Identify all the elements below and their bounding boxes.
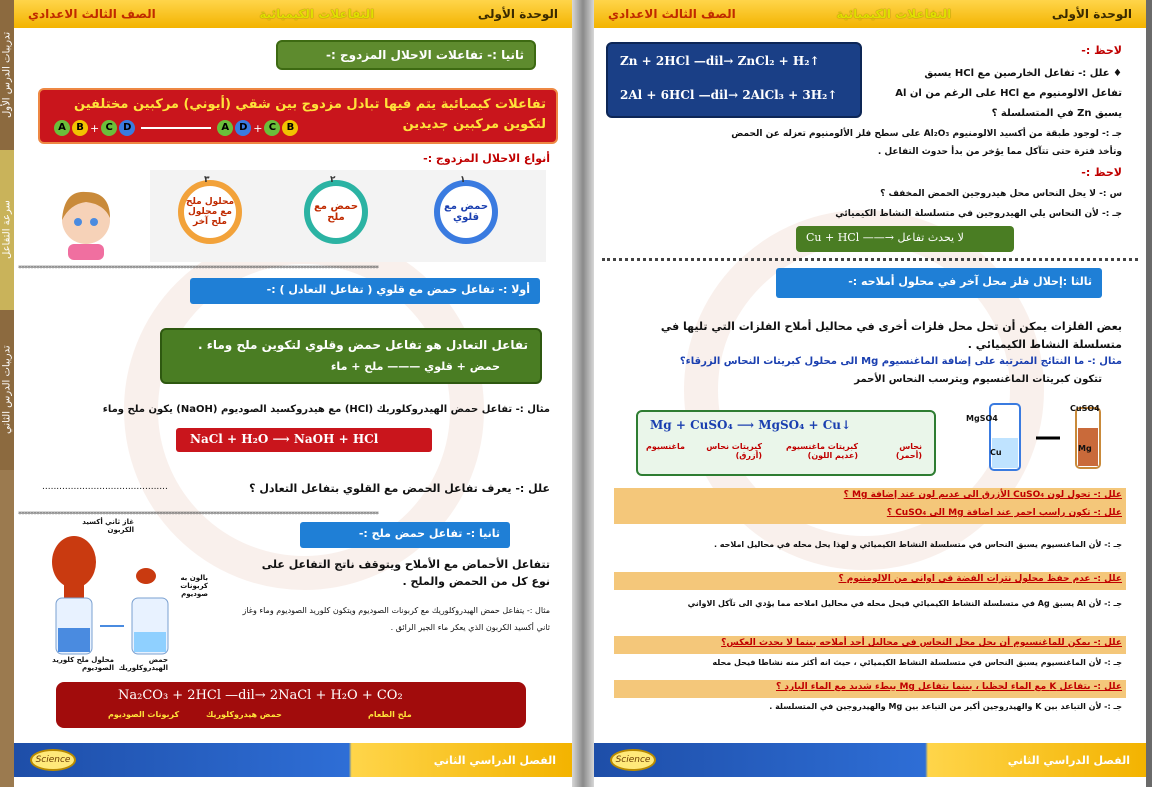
divider bbox=[602, 258, 1138, 261]
header-unit: الوحدة الأولى bbox=[477, 7, 558, 21]
type-circle-3 bbox=[178, 180, 242, 244]
second-text: تتفاعل الأحماض مع الأملاح ويتوقف ناتج التفاعل على نوع كل من الحمض والملح . bbox=[261, 558, 550, 588]
first-heading-box bbox=[190, 278, 540, 304]
section-title: ثانيا :- تفاعلات الاحلال المزدوج :- bbox=[326, 48, 524, 62]
mg-label-mgso4: كبريتات ماغنسيوم (عديم اللون) bbox=[786, 442, 858, 460]
note1-title: لاحظ :- bbox=[1081, 44, 1122, 57]
plus: + bbox=[253, 121, 263, 135]
cu-eq-box bbox=[796, 226, 1014, 252]
third-heading: ثالثا :إحلال فلز محل آخر في محلول أملاحه :- bbox=[848, 275, 1092, 288]
eq2-label-salt: ملح الطعام bbox=[368, 710, 412, 719]
ball-a: A bbox=[54, 120, 70, 136]
definition-box bbox=[38, 88, 558, 144]
section-title-box bbox=[276, 40, 536, 70]
a5: جـ :- لأن التباعد بين K والهيدروجين أكبر من التباعد بين Mg والهيدروجين في المتسلسلة . bbox=[769, 702, 1122, 711]
footer-term: الفصل الدراسي الثاني bbox=[433, 753, 556, 767]
q5: علل :- يتفاعل K مع الماء لحظيا ، بينما يتفاعل Mg ببطء شديد مع الماء البارد ؟ bbox=[775, 682, 1122, 692]
girl-illustration bbox=[54, 186, 118, 260]
neutralization-word: حمض + قلوي ——— ملح + ماء bbox=[330, 360, 500, 373]
eq1-box bbox=[176, 428, 432, 452]
note1-line3: يسبق Zn في المتسلسلة ؟ bbox=[991, 108, 1122, 119]
left-page bbox=[14, 0, 572, 787]
eq1: NaCl + H₂O ⟶ NaOH + HCl bbox=[190, 432, 379, 446]
eq2-box bbox=[56, 682, 526, 728]
page-header bbox=[14, 0, 572, 28]
arrow bbox=[141, 127, 211, 129]
a12: جـ :- لأن الماغنسيوم يسبق النحاس في متسلسلة النشاط الكيميائي و لهذا يحل محله في محاليل املاحه . bbox=[713, 540, 1122, 549]
diagram-label-cu: Cu bbox=[990, 448, 1002, 457]
type-2-num: ٢ bbox=[330, 175, 336, 185]
definition-text: تفاعلات كيميائية يتم فيها تبادل مزدوج بين شقي (أيوني) مركبين مختلفين لتكوين مركبين جديدين bbox=[74, 97, 546, 132]
side-tab-lesson1[interactable] bbox=[0, 0, 14, 150]
side-tab-strip bbox=[0, 0, 14, 787]
eq2-label-carbonate: كربونات الصوديوم bbox=[108, 710, 180, 719]
third-text: بعض الفلزات يمكن أن تحل محل فلزات أخرى في محاليل أملاح الفلزات التي تليها في متسلسلة النشاط الكيميائي . bbox=[660, 320, 1122, 351]
ball-c: C bbox=[101, 120, 117, 136]
note1-line5: وتأخذ فترة حتى تتآكل مما يؤخر من بدأ حدوث التفاعل . bbox=[877, 147, 1122, 157]
book-gutter bbox=[572, 0, 594, 787]
eq2: Na₂CO₃ + 2HCl —dil→ 2NaCl + H₂O + CO₂ bbox=[118, 688, 403, 703]
cu-eq: Cu + HCl ——→ لا يحدث تفاعل bbox=[806, 231, 964, 244]
eq-al: 2Al + 6HCl —dil→ 2AlCl₃ + 3H₂↑ bbox=[620, 88, 838, 102]
page-footer bbox=[594, 743, 1146, 777]
header-topic: التفاعلات الكيميائية bbox=[259, 7, 375, 21]
second-heading-box bbox=[300, 522, 510, 548]
type-1-text: حمض مع قلوي bbox=[443, 201, 489, 223]
diagram-label-gas: غاز ثاني أكسيد الكربون bbox=[82, 518, 134, 534]
diagram-label-mg: Mg bbox=[1078, 444, 1092, 453]
example-2: مثال :- يتفاعل حمض الهيدروكلوريك مع كربونات الصوديوم ويتكون كلوريد الصوديوم وماء وغاز ثاني أكسيد الكربون الذي يعكر ماء الجير الرائق . bbox=[242, 606, 550, 632]
question: علل :- يعرف تفاعل الحمض مع القلوي بتفاعل التعادل ؟ bbox=[249, 482, 550, 495]
eq2-label-acid: حمض هيدروكلوريك bbox=[206, 710, 282, 719]
neutralization-box bbox=[160, 328, 542, 384]
type-circle-1 bbox=[434, 180, 498, 244]
science-logo: Science bbox=[610, 749, 656, 771]
example-1: مثال :- تفاعل حمض الهيدروكلوريك (HCl) مع هيدروكسيد الصوديوم (NaOH) يكون ملح وماء bbox=[102, 404, 550, 415]
right-page bbox=[594, 0, 1146, 787]
mg-label-cu: نحاس (أحمر) bbox=[895, 442, 922, 460]
ion-balls bbox=[54, 120, 298, 136]
note2-line1: س :- لا يحل النحاس محل هيدروجين الحمض المخفف ؟ bbox=[880, 189, 1122, 199]
side-tab-label: سرعة التفاعل bbox=[1, 200, 13, 260]
mg-example-result: تتكون كبريتات الماغنسيوم ويترسب النحاس الأحمر bbox=[854, 374, 1102, 385]
q2: علل :- تكون راسب احمر عند اضافة Mg الى CuSO₄ ؟ bbox=[886, 508, 1122, 518]
third-heading-box bbox=[776, 268, 1102, 298]
side-tab-speed[interactable] bbox=[0, 150, 14, 310]
note2-title: لاحظ :- bbox=[1081, 166, 1122, 179]
divider: ************************************************************************************************************************ bbox=[18, 510, 378, 518]
eq-zn: Zn + 2HCl —dil→ ZnCl₂ + H₂↑ bbox=[620, 54, 820, 68]
note2-line2: جـ :- لأن النحاس يلي الهيدروجين في متسلسلة النشاط الكيميائي bbox=[835, 209, 1122, 219]
ball-b: B bbox=[72, 120, 88, 136]
diagram-label-mgso4: MgSO4 bbox=[966, 414, 998, 423]
neutralization-def: تفاعل التعادل هو تفاعل حمض وقلوي لتكوين ملح وماء . bbox=[198, 338, 528, 352]
type-circle-2 bbox=[304, 180, 368, 244]
mg-label-cuso4: كبريتات نحاس (أزرق) bbox=[706, 442, 762, 460]
note1-line2: تفاعل الالومنيوم مع HCl على الرغم من ان Al bbox=[895, 88, 1122, 99]
header-grade: الصف الثالث الاعدادي bbox=[608, 7, 736, 21]
second-heading: ثانيا :- تفاعل حمض ملح :- bbox=[358, 527, 500, 540]
mg-label-mg: ماغنسيوم bbox=[646, 442, 685, 451]
mg-eq-box bbox=[636, 410, 936, 476]
ball-a2: A bbox=[217, 120, 233, 136]
diagram-label-cuso4: CuSO4 bbox=[1070, 404, 1100, 413]
answer-dots: ............................................ bbox=[42, 482, 168, 492]
type-3-num: ٣ bbox=[204, 175, 210, 185]
page-header bbox=[594, 0, 1146, 28]
side-tab-label: تدريبات الدرس الأول bbox=[1, 31, 13, 119]
q4: علل :- يمكن للماغنسيوم أن يحل محل النحاس في محاليل أحد أملاحه بينما لا يحدث العكس؟ bbox=[721, 638, 1122, 648]
reactions-box bbox=[606, 42, 862, 118]
divider: ************************************************************************************************************************ bbox=[18, 264, 378, 272]
diagram-label-balloon: بالون به كربونات صوديوم bbox=[180, 574, 208, 598]
type-1-num: ١ bbox=[460, 175, 466, 185]
plus: + bbox=[90, 121, 100, 135]
ball-c2: C bbox=[264, 120, 280, 136]
ball-d: D bbox=[119, 120, 135, 136]
type-2-text: حمض مع ملح bbox=[313, 201, 359, 223]
header-topic: التفاعلات الكيميائية bbox=[836, 7, 952, 21]
note1-line1: ♦ علل :- تفاعل الخارصين مع HCl يسبق bbox=[924, 68, 1122, 79]
header-grade: الصف الثالث الاعدادي bbox=[28, 7, 156, 21]
q1: علل :- تحول لون CuSO₄ الأزرق الى عديم لون عند إضافة Mg ؟ bbox=[843, 490, 1122, 500]
type-3-text: محلول ملح مع محلول ملح آخر bbox=[185, 197, 235, 227]
types-heading: أنواع الاحلال المزدوج :- bbox=[423, 152, 550, 165]
note1-line4: جـ :- لوجود طبقة من أكسيد الالومنيوم Al₂O₃ على سطح فلز الألومنيوم تعزله عن الحمض bbox=[731, 129, 1122, 139]
footer-term: الفصل الدراسي الثاني bbox=[1007, 753, 1130, 767]
page-footer bbox=[14, 743, 572, 777]
side-tab-lesson2[interactable] bbox=[0, 310, 14, 470]
ball-b2: B bbox=[282, 120, 298, 136]
mg-eq: Mg + CuSO₄ ⟶ MgSO₄ + Cu↓ bbox=[650, 418, 852, 432]
mg-example: مثال :- ما النتائج المترتبة على إضافة الماغنسيوم Mg الى محلول كبريتات النحاس الزرقاء؟ bbox=[679, 356, 1122, 367]
ball-d2: D bbox=[235, 120, 251, 136]
diagram-label-salt: محلول ملح كلوريد الصوديوم bbox=[52, 656, 114, 672]
side-tab-label: تدريبات الدرس الثاني bbox=[1, 345, 13, 435]
q3: علل :- عدم حفظ محلول نترات الفضة في اواني من الالومنيوم ؟ bbox=[838, 574, 1122, 584]
header-unit: الوحدة الأولى bbox=[1051, 7, 1132, 21]
science-logo: Science bbox=[30, 749, 76, 771]
a4: جـ :- لأن الماغنسيوم يسبق النحاس في متسلسلة النشاط الكيميائي ، حيث انه أكثر منه نشاطا فيحل محله bbox=[712, 658, 1122, 667]
diagram-label-acid: حمض الهيدروكلوريك bbox=[118, 656, 168, 672]
first-heading: أولا :- تفاعل حمض مع قلوي ( تفاعل التعادل ) :- bbox=[266, 283, 530, 296]
a3: جـ :- لأن Al يسبق Ag في متسلسلة النشاط الكيميائي فيحل محله في محاليل املاحه مما يؤدي الى تآكل الاواني bbox=[687, 599, 1122, 608]
